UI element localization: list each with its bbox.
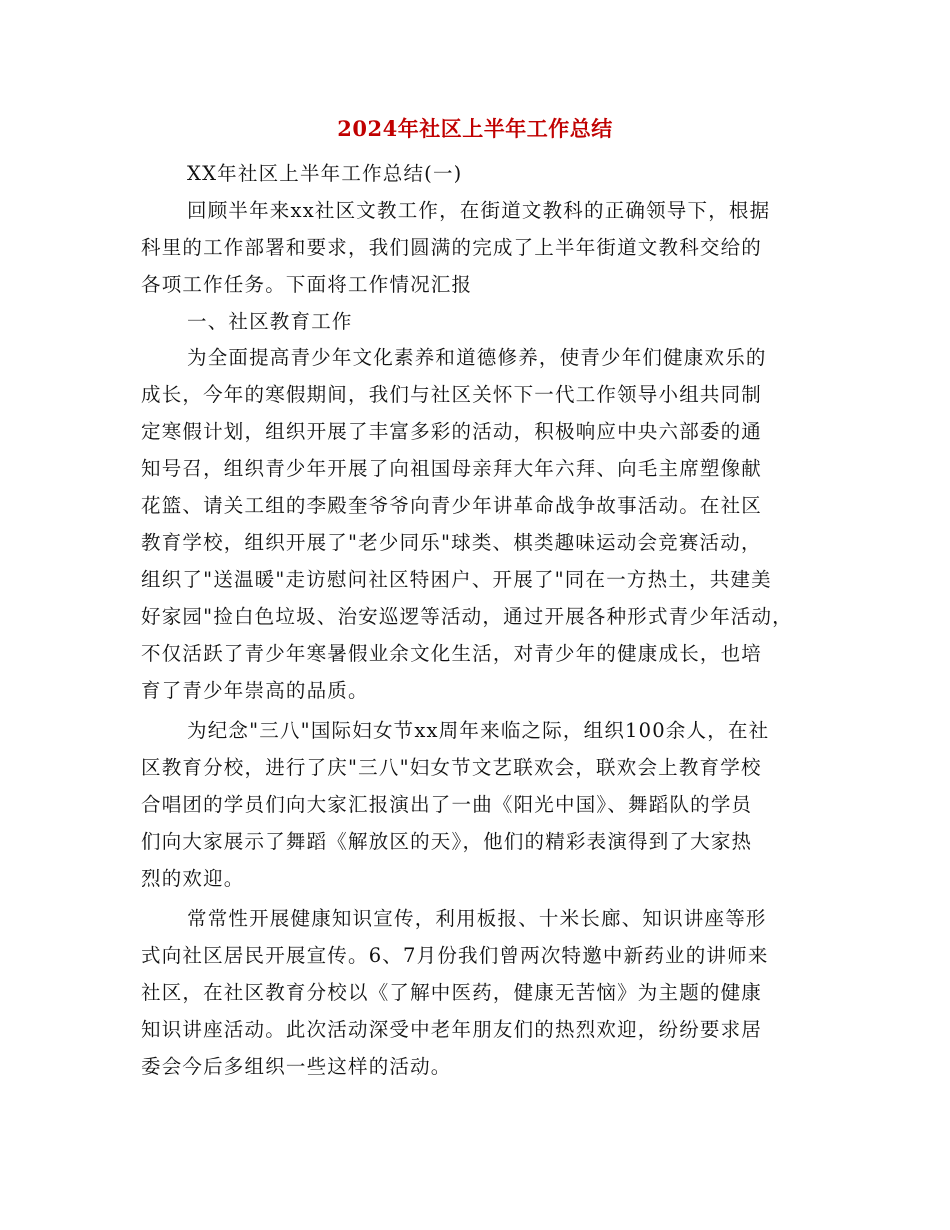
paragraph-line: 社区，在社区教育分校以《了解中医药，健康无苦恼》为主题的健康 <box>141 981 763 1004</box>
paragraph-line: 不仅活跃了青少年寒暑假业余文化生活，对青少年的健康成长，也培 <box>141 642 763 665</box>
document-title: 2024年社区上半年工作总结 <box>337 116 613 141</box>
paragraph-line: 组织了"送温暖"走访慰问社区特困户、开展了"同在一方热土，共建美 <box>141 568 772 591</box>
section-heading: 一、社区教育工作 <box>187 310 353 333</box>
paragraph-line: 委会今后多组织一些这样的活动。 <box>141 1055 452 1078</box>
paragraph-line: 烈的欢迎。 <box>141 867 245 890</box>
paragraph-line: 知识讲座活动。此次活动深受中老年朋友们的热烈欢迎，纷纷要求居 <box>141 1018 763 1041</box>
paragraph-line: 各项工作任务。下面将工作情况汇报 <box>141 273 473 296</box>
paragraph-line: 育了青少年崇高的品质。 <box>141 679 369 702</box>
subtitle-line: XX年社区上半年工作总结(一) <box>187 162 463 185</box>
paragraph-line: 区教育分校，进行了庆"三八"妇女节文艺联欢会，联欢会上教育学校 <box>141 756 762 779</box>
paragraph-line: 知号召，组织青少年开展了向祖国母亲拜大年六拜、向毛主席塑像献 <box>141 457 763 480</box>
paragraph-line: 式向社区居民开展宣传。6、7月份我们曾两次特邀中新药业的讲师来 <box>141 944 769 967</box>
paragraph-line: 为全面提高青少年文化素养和道德修养，使青少年们健康欢乐的 <box>187 346 767 369</box>
paragraph-line: 好家园"捡白色垃圾、治安巡逻等活动，通过开展各种形式青少年活动， <box>141 605 793 628</box>
paragraph-line: 们向大家展示了舞蹈《解放区的天》，他们的精彩表演得到了大家热 <box>141 830 753 853</box>
paragraph-line: 常常性开展健康知识宣传，利用板报、十米长廊、知识讲座等形 <box>187 907 767 930</box>
paragraph-line: 教育学校，组织开展了"老少同乐"球类、棋类趣味运动会竞赛活动， <box>141 531 762 554</box>
paragraph-line: 花篮、请关工组的李殿奎爷爷向青少年讲革命战争故事活动。在社区 <box>141 494 763 517</box>
paragraph-line: 定寒假计划，组织开展了丰富多彩的活动，积极响应中央六部委的通 <box>141 420 763 443</box>
paragraph-line: 成长，今年的寒假期间，我们与社区关怀下一代工作领导小组共同制 <box>141 383 763 406</box>
paragraph-line: 为纪念"三八"国际妇女节xx周年来临之际，组织100余人，在社 <box>187 719 770 742</box>
paragraph-line: 科里的工作部署和要求，我们圆满的完成了上半年街道文教科交给的 <box>141 236 763 259</box>
paragraph-line: 合唱团的学员们向大家汇报演出了一曲《阳光中国》、舞蹈队的学员 <box>141 793 753 816</box>
paragraph-line: 回顾半年来xx社区文教工作，在街道文教科的正确领导下，根据 <box>187 199 771 222</box>
